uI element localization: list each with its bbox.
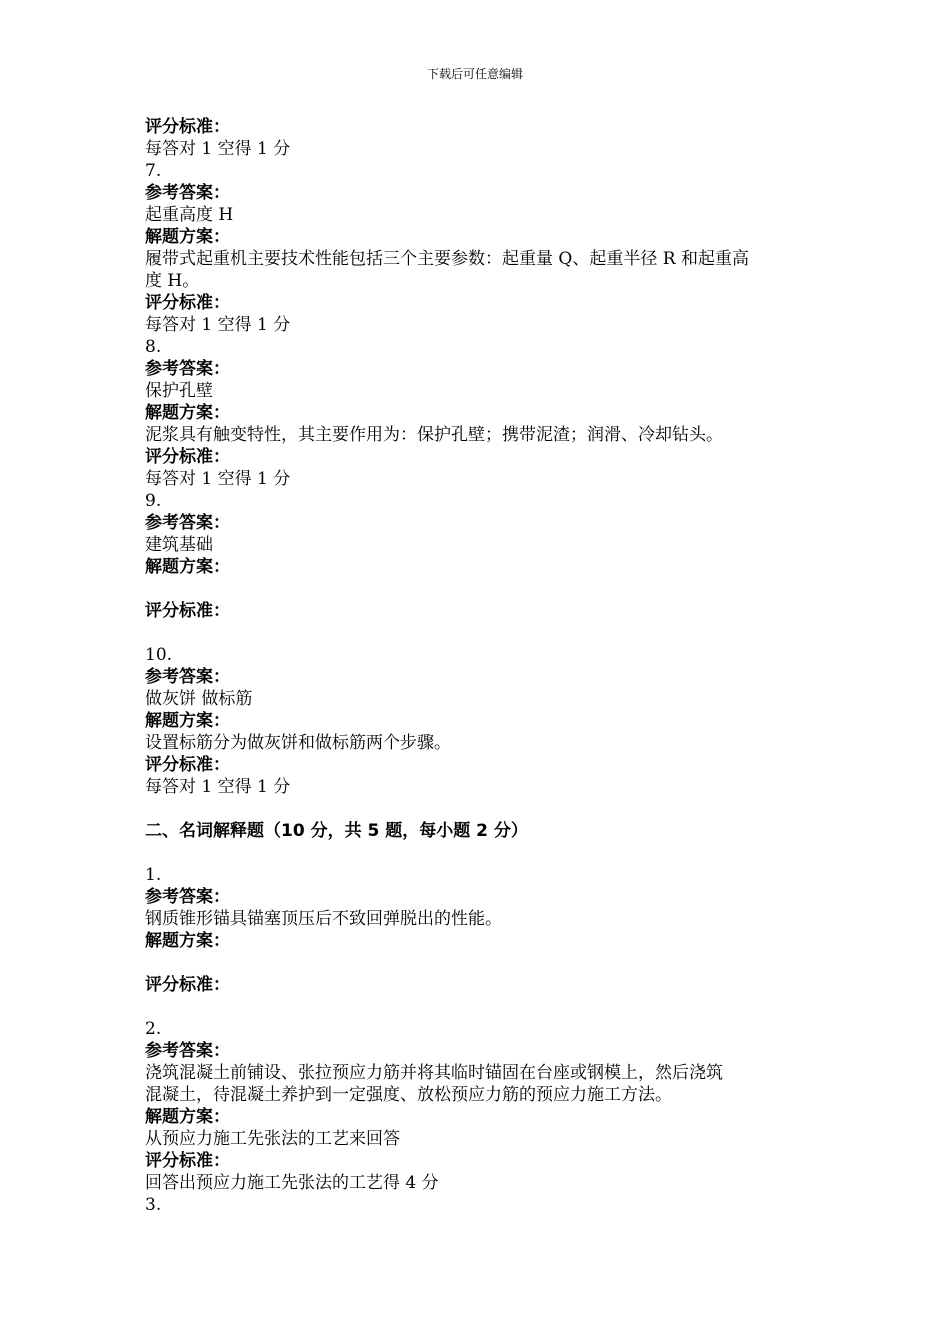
page-header: 下载后可任意编辑 [426,67,523,81]
answer-label: 参考答案： [145,359,230,379]
s2-q2-answer-line-1: 浇筑混凝土前铺设、张拉预应力筋并将其临时锚固在台座或钢模上，然后浇筑 [145,1063,723,1083]
solution-label: 解题方案： [145,403,230,423]
section-title: 二、名词解释题（10 分，共 5 题，每小题 2 分） [145,821,528,841]
s2-q1-answer-text: 钢质锥形锚具锚塞顶压后不致回弹脱出的性能。 [145,909,502,929]
q8-number: 8. [145,337,162,357]
q10-number: 10. [145,645,173,665]
criteria-label: 评分标准： [145,601,230,621]
answer-label: 参考答案： [145,667,230,687]
s2-q2-answer-line-2: 混凝土，待混凝土养护到一定强度、放松预应力筋的预应力施工方法。 [145,1085,672,1105]
solution-label: 解题方案： [145,557,230,577]
q8-criteria-text: 每答对 1 空得 1 分 [145,469,291,489]
s2-q3-number: 3. [145,1195,162,1215]
criteria-label: 评分标准： [145,293,230,313]
q6-criteria-text: 每答对 1 空得 1 分 [145,139,291,159]
criteria-label: 评分标准： [145,1151,230,1171]
answer-label: 参考答案： [145,513,230,533]
blank-line [145,798,825,820]
q7-number: 7. [145,161,162,181]
answer-label: 参考答案： [145,887,230,907]
q7-solution-line-2: 度 H。 [145,271,200,291]
solution-label: 解题方案： [145,1107,230,1127]
q9-number: 9. [145,491,162,511]
solution-label: 解题方案： [145,931,230,951]
blank-line [145,578,825,600]
q7-solution-line-1: 履带式起重机主要技术性能包括三个主要参数：起重量 Q、起重半径 R 和起重高 [145,249,749,269]
criteria-label: 评分标准： [145,447,230,467]
solution-label: 解题方案： [145,711,230,731]
s2-q2-solution-text: 从预应力施工先张法的工艺来回答 [145,1129,400,1149]
blank-line [145,842,825,864]
s2-q2-criteria-text: 回答出预应力施工先张法的工艺得 4 分 [145,1173,439,1193]
answer-label: 参考答案： [145,183,230,203]
solution-label: 解题方案： [145,227,230,247]
blank-line [145,622,825,644]
criteria-label: 评分标准： [145,975,230,995]
q10-solution-text: 设置标筋分为做灰饼和做标筋两个步骤。 [145,733,451,753]
s2-q1-number: 1. [145,865,162,885]
blank-line [145,952,825,974]
q10-criteria-text: 每答对 1 空得 1 分 [145,777,291,797]
document-body [145,116,825,1216]
blank-line [145,996,825,1018]
q10-answer-text: 做灰饼 做标筋 [145,689,253,709]
q8-answer-text: 保护孔壁 [145,381,213,401]
answer-label: 参考答案： [145,1041,230,1061]
criteria-label: 评分标准： [145,755,230,775]
q8-solution-text: 泥浆具有触变特性，其主要作用为：保护孔壁；携带泥渣；润滑、冷却钻头。 [145,425,723,445]
q7-answer-text: 起重高度 H [145,205,234,225]
q7-criteria-text: 每答对 1 空得 1 分 [145,315,291,335]
q9-answer-text: 建筑基础 [145,535,213,555]
s2-q2-number: 2. [145,1019,162,1039]
criteria-label: 评分标准： [145,117,230,137]
